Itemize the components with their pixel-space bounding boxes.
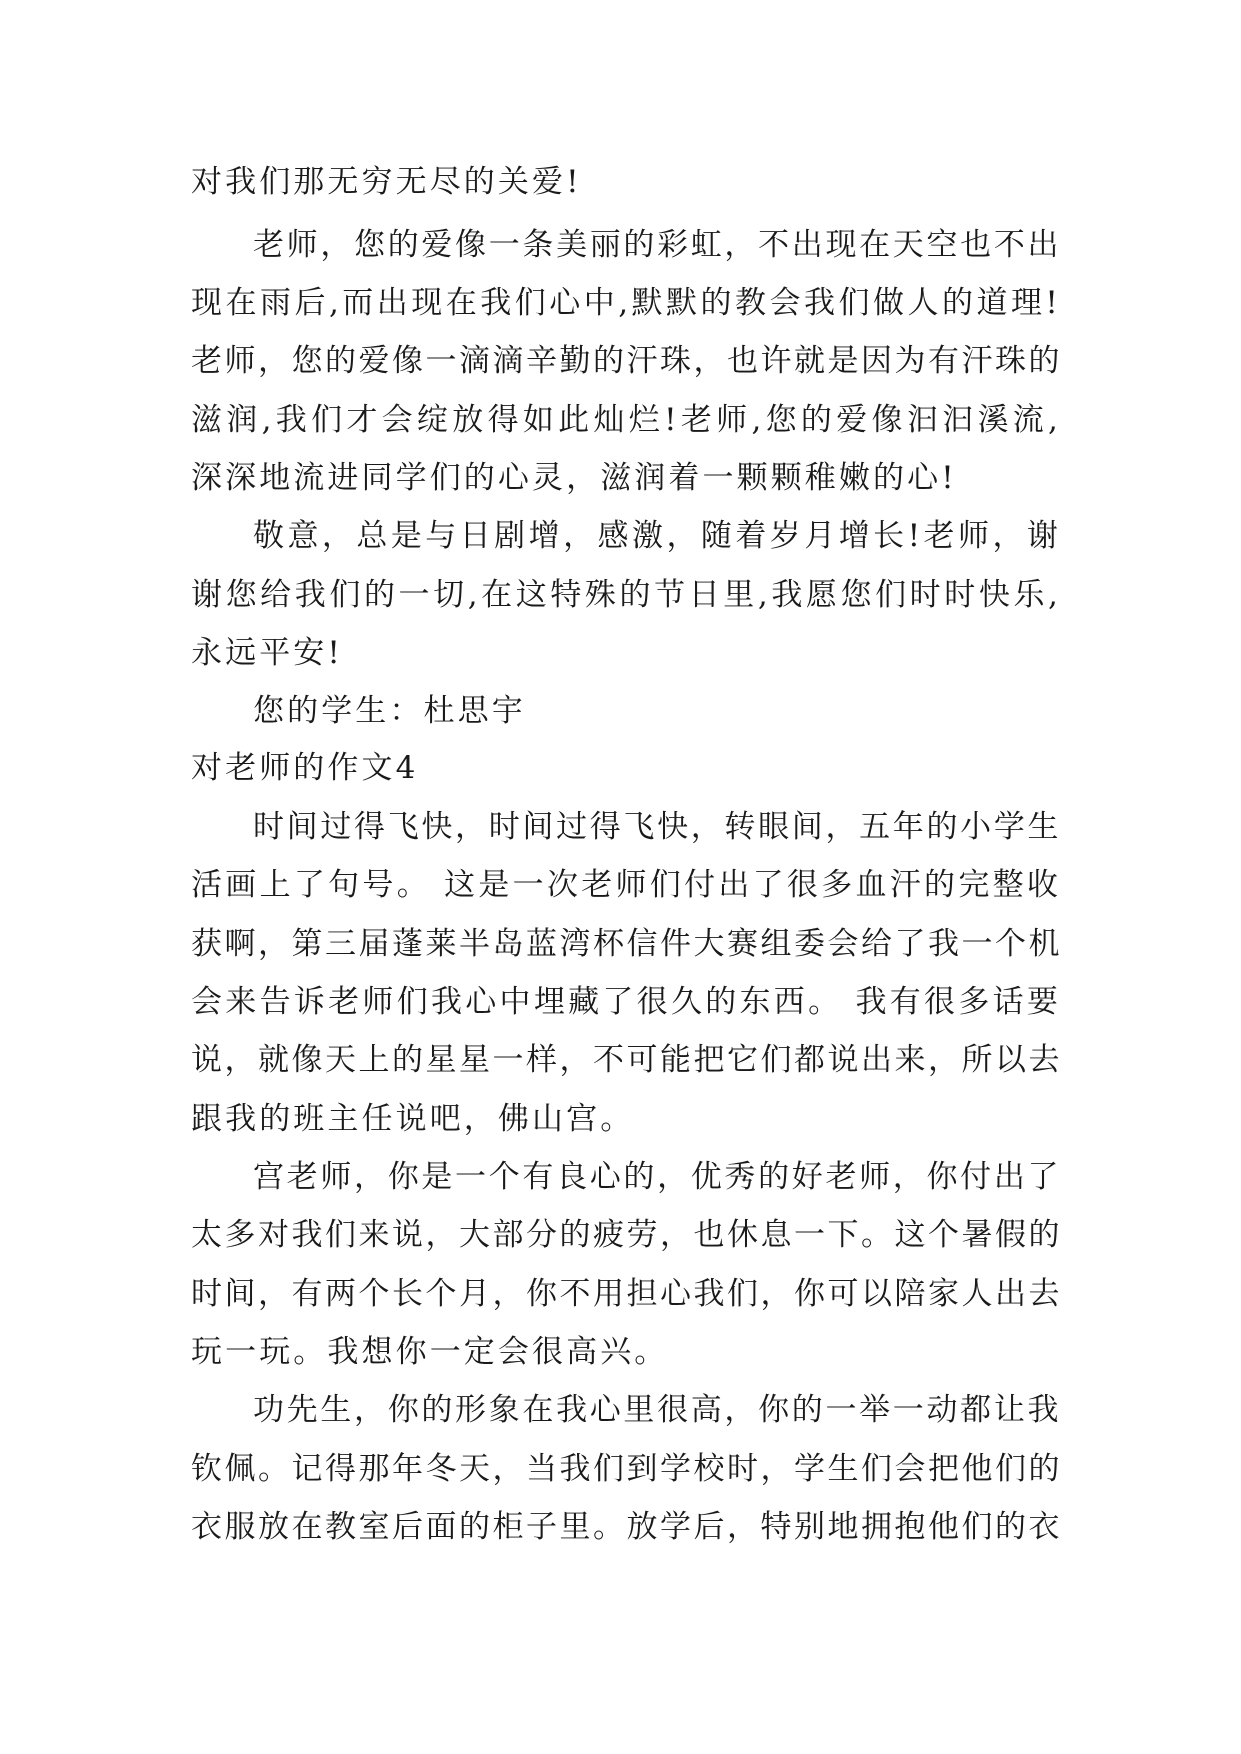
text-line: 钦佩。记得那年冬天，当我们到学校时，学生们会把他们的	[191, 1451, 1062, 1487]
text-line: 滋润,我们才会绽放得如此灿烂!老师,您的爱像汩汩溪流,	[191, 402, 1061, 438]
text-line: 现在雨后,而出现在我们心中,默默的教会我们做人的道理!	[191, 285, 1061, 321]
text-line: 永远平安!	[191, 635, 343, 671]
text-line: 敬意，总是与日剧增，感激，随着岁月增长!老师，谢	[253, 518, 1061, 554]
text-line: 时间，有两个长个月，你不用担心我们，你可以陪家人出去	[191, 1276, 1062, 1312]
text-line: 衣服放在教室后面的柜子里。放学后，特别地拥抱他们的衣	[191, 1509, 1062, 1545]
text-line: 谢您给我们的一切,在这特殊的节日里,我愿您们时时快乐,	[191, 577, 1061, 613]
text-line: 太多对我们来说，大部分的疲劳，也休息一下。这个暑假的	[191, 1217, 1062, 1253]
text-line: 时间过得飞快，时间过得飞快，转眼间，五年的小学生	[253, 809, 1061, 845]
section-heading: 对老师的作文4	[191, 750, 419, 786]
text-line: 获啊，第三届蓬莱半岛蓝湾杯信件大赛组委会给了我一个机	[191, 926, 1062, 962]
text-line: 玩一玩。我想你一定会很高兴。	[191, 1334, 669, 1370]
text-line: 老师，您的爱像一滴滴辛勤的汗珠，也许就是因为有汗珠的	[191, 343, 1062, 379]
text-line: 深深地流进同学们的心灵，滋润着一颗颗稚嫩的心!	[191, 460, 957, 496]
text-line: 会来告诉老师们我心中埋藏了很久的东西。 我有很多话要	[191, 984, 1061, 1020]
text-line: 对我们那无穷无尽的关爱!	[191, 164, 582, 200]
text-line: 老师，您的爱像一条美丽的彩虹，不出现在天空也不出	[253, 227, 1061, 263]
text-line: 说，就像天上的星星一样，不可能把它们都说出来，所以去	[191, 1042, 1062, 1078]
text-line: 活画上了句号。 这是一次老师们付出了很多血汗的完整收	[191, 867, 1061, 903]
text-line: 功先生，你的形象在我心里很高，你的一举一动都让我	[253, 1392, 1061, 1428]
signature-line: 您的学生：杜思宇	[253, 693, 526, 729]
text-line: 宫老师，你是一个有良心的，优秀的好老师，你付出了	[253, 1159, 1061, 1195]
text-line: 跟我的班主任说吧，佛山宫。	[191, 1101, 635, 1137]
